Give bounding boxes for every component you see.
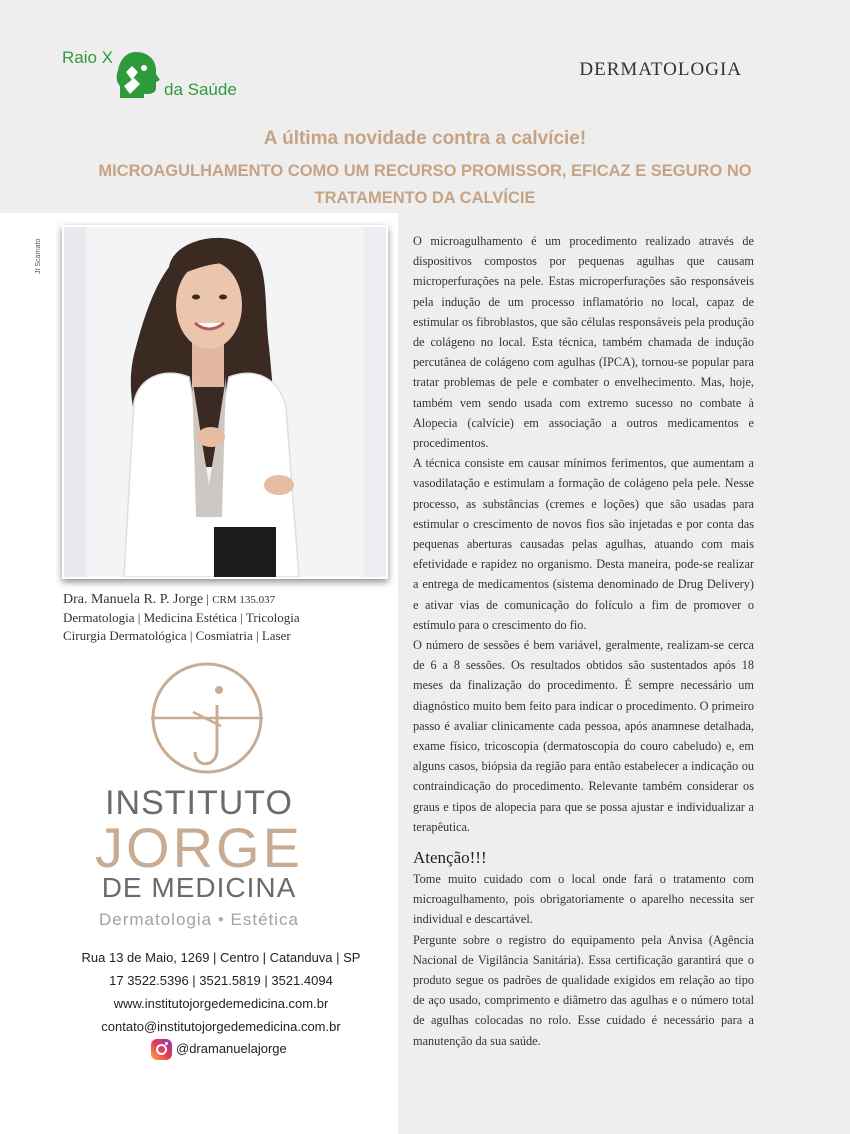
- instituto-monogram-logo: [147, 660, 267, 780]
- brand-instituto: INSTITUTO: [105, 784, 293, 822]
- tagline-dermatologia: Dermatologia: [98, 910, 213, 929]
- article-subtitle-line-2: TRATAMENTO DA CALVÍCIE: [314, 189, 536, 207]
- doctor-caption: [63, 590, 300, 645]
- logo-text-raio-x: Raio X: [62, 48, 114, 67]
- article-subtitle-line-1: MICROAGULHAMENTO COMO UM RECURSO PROMISSOR, EFICAZ E SEGURO NO: [98, 162, 752, 180]
- doctor-specialties-line-1: Dermatologia | Medicina Estética | Tricologia: [63, 610, 300, 625]
- article-title: A última novidade contra a calvície!: [263, 128, 587, 149]
- attention-body: [413, 869, 754, 1051]
- doctor-specialties-line-2: Cirurgia Dermatológica | Cosmiatria | Laser: [63, 628, 291, 643]
- attention-paragraph-1: Tome muito cuidado com o local onde fará o tratamento com microagulhamento, pois obrigatoriamente o aparelho necessita ser individual e descartável.: [413, 872, 754, 927]
- photo-credit: Jt Scarnato: [35, 238, 42, 274]
- attention-heading: Atenção!!!: [413, 848, 487, 867]
- instagram-icon: [151, 1039, 172, 1060]
- logo-text-da-saude: da Saúde: [164, 80, 237, 99]
- tagline-dot: •: [217, 910, 225, 929]
- instagram-handle[interactable]: @dramanuelajorge: [176, 1041, 287, 1056]
- doctor-name: Dra. Manuela R. P. Jorge: [63, 592, 204, 607]
- doctor-photo: [62, 225, 388, 579]
- head-profile-icon: [114, 50, 162, 98]
- attention-paragraph-2: Pergunte sobre o registro do equipamento pela Anvisa (Agência Nacional de Vigilância Sanitária). Essa certificação garantirá que o produto segue os padrões de qualidade exigidos em relação ao tipo de aço usado, comprimento e diâmetro das agulhas e o número total de agulhas colocadas no rolo. Esse cuidado é necessário para a manutenção da sua saúde.: [413, 932, 754, 1048]
- doctor-crm: CRM 135.037: [212, 594, 276, 606]
- doctor-portrait-illustration: [64, 227, 386, 577]
- tagline-estetica: Estética: [230, 910, 299, 929]
- section-title: DERMATOLOGIA: [579, 59, 742, 80]
- contact-email[interactable]: contato@institutojorgedemedicina.com.br: [101, 1019, 341, 1034]
- doctor-name-line: [63, 590, 300, 609]
- article-subtitle: [0, 158, 850, 212]
- article-paragraph-3: O número de sessões é bem variável, geralmente, realizam-se cerca de 6 a 8 sessões. Os resultados obtidos são sustentados após 18 meses da finalização do procedimento. É sempre necessário um diagnóstico muito bem feito para indicar o procedimento. O primeiro passo é avaliar clinicamente cada pessoa, após anamnese detalhada, exame físico, tricoscopia (dermatoscopia do couro cabeludo) e, em alguns casos, biópsia da região para então estabelecer a indicação ou contraindicação do procedimento. Relevante também considerar os graus e tipos de alopecia para que se possa ajustar e individualizar a terapêutica.: [413, 638, 754, 834]
- brand-tagline: [0, 910, 398, 930]
- contact-phones: 17 3522.5396 | 3521.5819 | 3521.4094: [109, 973, 333, 988]
- article-body: [413, 231, 754, 837]
- brand-jorge: JORGE: [95, 816, 303, 879]
- brand-de-medicina: DE MEDICINA: [101, 872, 297, 903]
- article-paragraph-2: A técnica consiste em causar mínimos ferimentos, que aumentam a vasodilatação e estimulam a formação de colágeno pela pele. Nesse processo, as substâncias (cremes e loções) que são usadas para estimular o crescimento de novos fios são injetadas e por conta das pequenas aberturas causadas pelas agulhas, atuando com mais efetividade e rapidez no organismo. Desta maneira, pode-se realizar a entrega de medicamentos (sistema denominado de Drug Delivery) e ativar vias de comunicação do folículo a fim de promover o estímulo para o crescimento do fio.: [413, 456, 754, 632]
- contact-website[interactable]: www.institutojorgedemedicina.com.br: [113, 996, 329, 1011]
- raio-x-logo: [58, 48, 258, 108]
- article-paragraph-1: O microagulhamento é um procedimento realizado através de dispositivos compostos por pequenas agulhas que causam microperfurações na pele. Estas microperfurações são responsáveis pela indução de um processo inflamatório no local, capaz de estimular os fibroblastos, que são células responsáveis pela produção de colágeno no local. Esta técnica, também chamada de indução percutânea de colágeno com agulhas (IPCA), tornou-se popular para tratar problemas de pele e combater o envelhecimento. Mas, hoje, também vem sendo usada com extremo sucesso no combate à Alopecia (calvície) em associação a outros medicamentos e procedimentos.: [413, 234, 754, 451]
- name-separator: |: [203, 591, 213, 606]
- contact-address: Rua 13 de Maio, 1269 | Centro | Catanduva | SP: [81, 950, 361, 965]
